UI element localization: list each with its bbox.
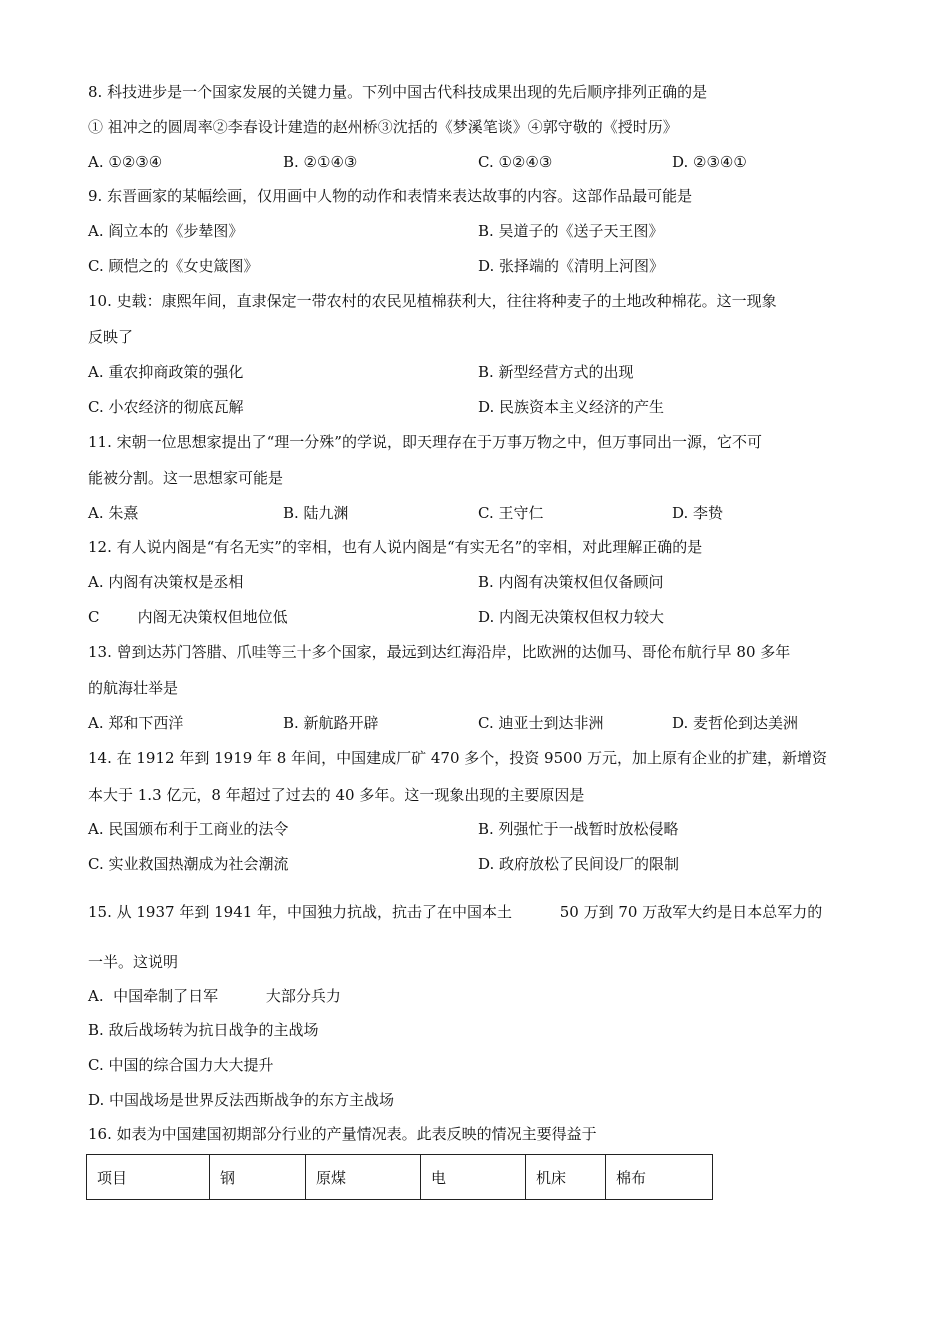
q12-option-b: B. 内阁有决策权但仅备顾问 — [478, 573, 664, 591]
q13-option-a: A. 郑和下西洋 — [88, 714, 184, 732]
q11-option-d: D. 李贽 — [672, 504, 724, 522]
q8-option-a: A. ①②③④ — [88, 153, 163, 171]
table-header-cell: 机床 — [526, 1155, 606, 1200]
q16-table — [86, 1154, 713, 1200]
q10-option-c: C. 小农经济的彻底瓦解 — [88, 398, 244, 416]
q9-option-d: D. 张择端的《清明上河图》 — [478, 257, 665, 275]
q13-option-b: B. 新航路开辟 — [283, 714, 379, 732]
q15-option-d: D. 中国战场是世界反法西斯战争的东方主战场 — [88, 1091, 395, 1109]
q8-option-c: C. ①②④③ — [478, 153, 553, 171]
q14-option-d: D. 政府放松了民间设厂的限制 — [478, 855, 680, 873]
q12-option-a: A. 内阁有决策权是丞相 — [88, 573, 244, 591]
q11-option-b: B. 陆九渊 — [283, 504, 349, 522]
q10-option-b: B. 新型经营方式的出现 — [478, 363, 634, 381]
q15-stem-line1: 15. 从 1937 年到 1941 年，中国独力抗战，抗击了在中国本土 50 万到 70 万敌军大约是日本总军力的 — [88, 903, 823, 921]
q10-option-a: A. 重农抑商政策的强化 — [88, 363, 244, 381]
q14-stem-line1: 14. 在 1912 年到 1919 年 8 年间，中国建成厂矿 470 多个，投资 9500 万元，加上原有企业的扩建，新增资 — [88, 749, 828, 767]
q8-items: ① 祖冲之的圆周率②李春设计建造的赵州桥③沈括的《梦溪笔谈》④郭守敬的《授时历》 — [88, 118, 678, 136]
q15-stem-line2: 一半。这说明 — [88, 953, 179, 971]
q13-option-d: D. 麦哲伦到达美洲 — [672, 714, 799, 732]
q14-option-c: C. 实业救国热潮成为社会潮流 — [88, 855, 289, 873]
q9-option-b: B. 吴道子的《送子天王图》 — [478, 222, 664, 240]
table-row — [87, 1155, 713, 1200]
q11-stem-line2: 能被分割。这一思想家可能是 — [88, 469, 284, 487]
q15-option-a: A. 中国牵制了日军 大部分兵力 — [88, 987, 341, 1005]
q8-option-d: D. ②③④① — [672, 153, 747, 171]
q8-option-b: B. ②①④③ — [283, 153, 358, 171]
q11-option-c: C. 王守仁 — [478, 504, 544, 522]
q10-option-d: D. 民族资本主义经济的产生 — [478, 398, 665, 416]
q14-option-a: A. 民国颁布利于工商业的法令 — [88, 820, 289, 838]
q15-option-b: B. 敌后战场转为抗日战争的主战场 — [88, 1021, 319, 1039]
q9-option-c: C. 顾恺之的《女史箴图》 — [88, 257, 259, 275]
q13-option-c: C. 迪亚士到达非洲 — [478, 714, 604, 732]
q9-option-a: A. 阎立本的《步辇图》 — [88, 222, 244, 240]
table-header-cell: 棉布 — [606, 1155, 713, 1200]
table-header-cell: 钢 — [210, 1155, 306, 1200]
q16-stem: 16. 如表为中国建国初期部分行业的产量情况表。此表反映的情况主要得益于 — [88, 1125, 597, 1143]
q14-option-b: B. 列强忙于一战暂时放松侵略 — [478, 820, 679, 838]
q11-option-a: A. 朱熹 — [88, 504, 139, 522]
q10-stem-line2: 反映了 — [88, 328, 134, 346]
q14-stem-line2: 本大于 1.3 亿元，8 年超过了过去的 40 多年。这一现象出现的主要原因是 — [88, 786, 585, 804]
q13-stem-line1: 13. 曾到达苏门答腊、爪哇等三十多个国家，最远到达红海沿岸，比欧洲的达伽马、哥伦布航行早 80 多年 — [88, 643, 791, 661]
q10-stem-line1: 10. 史载：康熙年间，直隶保定一带农村的农民见植棉获利大，往往将种麦子的土地改种棉花。这一现象 — [88, 292, 777, 310]
q11-stem-line1: 11. 宋朝一位思想家提出了“理一分殊”的学说，即天理存在于万事万物之中，但万事同出一源，它不可 — [88, 433, 762, 451]
q9-stem: 9. 东晋画家的某幅绘画，仅用画中人物的动作和表情来表达故事的内容。这部作品最可能是 — [88, 187, 693, 205]
q15-option-c: C. 中国的综合国力大大提升 — [88, 1056, 274, 1074]
table-header-cell: 电 — [421, 1155, 526, 1200]
q13-stem-line2: 的航海壮举是 — [88, 679, 179, 697]
table-header-cell: 原煤 — [306, 1155, 421, 1200]
q12-stem: 12. 有人说内阁是“有名无实”的宰相，也有人说内阁是“有实无名”的宰相，对此理解正确的是 — [88, 538, 703, 556]
table-header-cell: 项目 — [87, 1155, 210, 1200]
q8-stem: 8. 科技进步是一个国家发展的关键力量。下列中国古代科技成果出现的先后顺序排列正确的是 — [88, 83, 708, 101]
q12-option-d: D. 内阁无决策权但权力较大 — [478, 608, 665, 626]
q12-option-c: C 内阁无决策权但地位低 — [88, 608, 288, 626]
